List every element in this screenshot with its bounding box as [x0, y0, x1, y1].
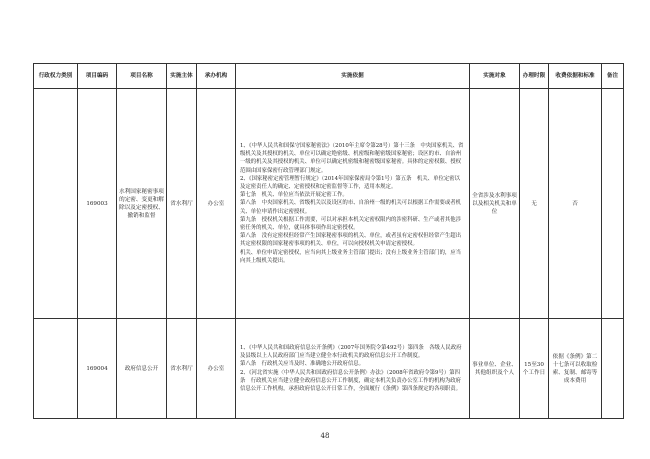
- basis-paragraph: 2、《国家秘密定密管理暂行规定》（2014年国家保密局令第1号）第五条 机关、单位定密以及定密责任人的确定、定密授权和定密监督等工作，适用本规定。: [240, 175, 461, 190]
- cell-code: 169003: [78, 89, 117, 319]
- table-row: [34, 319, 624, 419]
- header-name: 项目名称: [117, 64, 167, 89]
- header-category: 行政权力类别: [34, 64, 78, 89]
- cell-time-limit: 15至30个工作日: [520, 319, 549, 419]
- basis-paragraph: 第八条 没有定密权但经常产生国家秘密事项的机关、单位，或者虽有定密权但经常产生超出其定密权限的国家秘密事项的机关、单位，可以向授权机关申请定密授权。: [240, 233, 462, 248]
- cell-fee: 依据《条例》第二十七条可以收取检索、复制、邮寄等成本费用: [549, 319, 602, 419]
- cell-code: 169004: [78, 319, 117, 419]
- page-number: 48: [320, 432, 330, 440]
- table-row: [34, 89, 624, 319]
- cell-agency: 办公室: [197, 319, 236, 419]
- cell-subject: 省水利厅: [167, 89, 197, 319]
- cell-category: [34, 89, 78, 319]
- cell-target: 全省涉及水利事项以及相关机关和单位: [470, 89, 520, 319]
- header-subject: 实施主体: [167, 64, 197, 89]
- basis-paragraph: 2、《河北省实施〈中华人民共和国政府信息公开条例〉办法》（2008年省政府令第9号）第四条 行政机关应当建立健全政府信息公开工作制度，确定本机关负责办公室工作的机构为政府信息公开工作机构，承担政府信息公开日常工作，全面履行《条例》第四条规定的各项职责。: [240, 369, 462, 392]
- basis-paragraph: 第八条 中央国家机关、省级机关以及设区的市、自治州一级的机关可以根据工作需要或者机关、单位申请作出定密授权。: [240, 200, 462, 215]
- cell-basis: [236, 89, 470, 319]
- cell-name: 政府信息公开: [117, 319, 167, 419]
- header-remark: 备注: [602, 64, 624, 89]
- cell-remark: [602, 89, 624, 319]
- basis-paragraph: 机关、单位申请定密授权，应当向其上级业务主管部门提出；没有上级业务主管部门的，应当向其上级机关提出。: [240, 249, 462, 264]
- header-row: [34, 64, 624, 89]
- header-target: 实施对象: [470, 64, 520, 89]
- cell-subject: 省水利厅: [167, 319, 197, 419]
- cell-time-limit: 无: [520, 89, 549, 319]
- document-sheet: [33, 63, 623, 419]
- cell-remark: [602, 319, 624, 419]
- cell-name: 水利国家秘密事项的定密、变更和解除以及定密授权、撤销和监督: [117, 89, 167, 319]
- header-fee: 收费依据和标准: [549, 64, 602, 89]
- basis-paragraph: 1、《中华人民共和国政府信息公开条例》（2007年国务院令第492号）第四条 各级人民政府及县级以上人民政府部门应当建立健全本行政机关的政府信息公开工作制度。: [240, 344, 462, 360]
- header-basis: 实施依据: [236, 64, 470, 89]
- basis-paragraph: 1、《中华人民共和国保守国家秘密法》（2010年主席令第28号）第十三条 中央国家机关、省级机关及其授权的机关、单位可以确定绝密级、机密级和秘密级国家秘密；设区的市、自治州一级的机关及其授权的机关、单位可以确定机密级和秘密级国家秘密。具体的定密权限、授权范围由国家保密行政管理部门规定。: [240, 142, 464, 174]
- cell-agency: 办公室: [197, 89, 236, 319]
- basis-paragraph: 第九条 授权机关根据工作需要，可以对承担本机关定密权限内的涉密科研、生产或者其他涉密任务的机关、单位，就具体事项作出定密授权。: [240, 216, 462, 231]
- cell-basis: [236, 319, 470, 419]
- header-time-limit: 办理时限: [520, 64, 549, 89]
- basis-paragraph: 第七条 机关、单位应当依法开展定密工作。: [240, 192, 348, 199]
- cell-category: [34, 319, 78, 419]
- header-agency: 承办机构: [197, 64, 236, 89]
- cell-target: 事业单位、企业、其他组织及个人: [470, 319, 520, 419]
- basis-paragraph: 第八条 行政机关应当及时、准确地公开政府信息。: [240, 361, 364, 368]
- cell-fee: 否: [549, 89, 602, 319]
- header-code: 项目编码: [78, 64, 117, 89]
- power-list-table: [33, 63, 624, 419]
